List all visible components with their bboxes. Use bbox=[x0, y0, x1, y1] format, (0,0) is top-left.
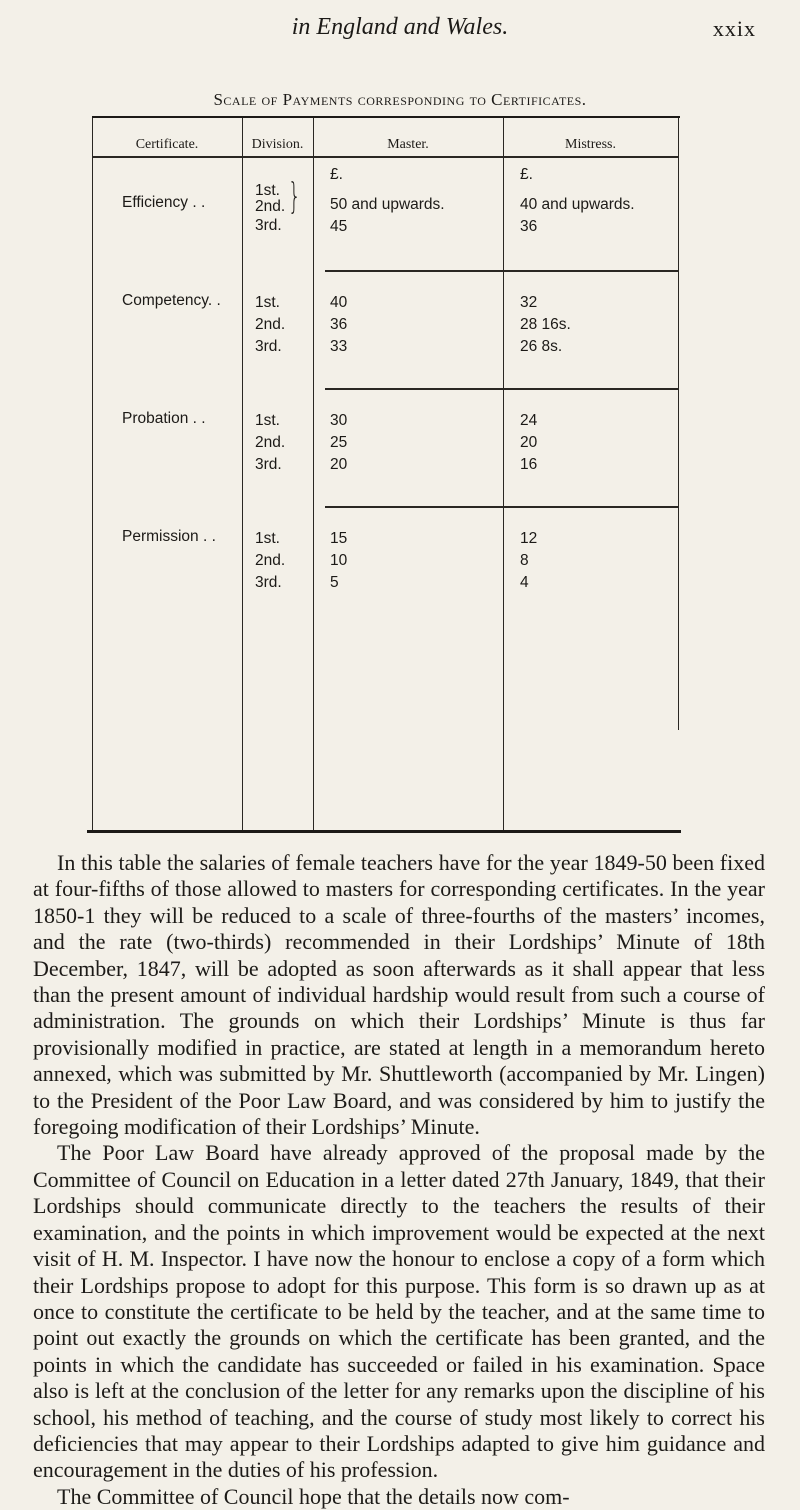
column-divider bbox=[503, 118, 504, 832]
paragraph: The Poor Law Board have already approved of the proposal made by the Committee of Council on Education in a letter dated 27th January, 1849, that their Lordships should communicate directly to the teachers the results of their examination, and the points in which improvement would be expected at the next visit of H. M. Inspector. I have now the honour to enclose a copy of a form which their Lordships propose to adopt for this purpose. This form is so drawn up as at once to constitute the certificate to be held by the teacher, and at the same time to point out exactly the grounds on which the certificate has been granted, and the points in which the candidate has succeeded or failed in his examination. Space also is left at the conclusion of the letter for any remarks upon the discipline of his school, his method of teaching, and the course of study most likely to correct his deficiencies that may appear to their Lordships adapted to give him guidance and encouragement in the duties of his profession. bbox=[33, 1140, 765, 1483]
paragraph: The Committee of Council hope that the details now com- bbox=[57, 1483, 570, 1509]
mistress-values: 12 8 4 bbox=[520, 530, 538, 591]
payments-table bbox=[92, 116, 680, 832]
body-text bbox=[33, 850, 765, 1510]
mistress-values: 32 28 16s. 26 8s. bbox=[520, 294, 571, 355]
division-list: 1st. 2nd. 3rd. bbox=[255, 412, 286, 473]
table-left-border bbox=[92, 118, 93, 832]
mistress-currency: £. bbox=[520, 166, 533, 183]
certificate-probation: Probation . . bbox=[122, 410, 206, 427]
division-list: 1st. 2nd. 3rd. bbox=[255, 182, 286, 234]
certificate-efficiency: Efficiency . . bbox=[122, 194, 206, 211]
table-top-rule bbox=[92, 116, 680, 118]
mistress-values: 40 and upwards. 36 bbox=[520, 196, 635, 235]
table-title: Scale of Payments corresponding to Certificates. bbox=[213, 90, 587, 109]
header-certificate: Certificate. bbox=[135, 137, 199, 152]
master-values: 40 36 33 bbox=[330, 294, 348, 355]
master-values: 30 25 20 bbox=[330, 412, 348, 473]
certificate-permission: Permission . . bbox=[122, 528, 216, 545]
running-title: in England and Wales. bbox=[291, 14, 509, 40]
row-rule bbox=[325, 270, 678, 272]
table-bottom-rule bbox=[87, 830, 681, 833]
table-right-border bbox=[678, 118, 679, 730]
brace-symbol: } bbox=[288, 176, 301, 217]
header-master: Master. bbox=[387, 137, 429, 152]
division-list: 1st. 2nd. 3rd. bbox=[255, 294, 286, 355]
row-rule bbox=[325, 388, 678, 390]
master-currency: £. bbox=[330, 166, 343, 183]
paragraph: In this table the salaries of female teachers have for the year 1849-50 been fixed at four-fifths of those allowed to masters for corresponding certificates. In the year 1850-1 they will be reduced to a scale of three-fourths of the masters’ incomes, and the rate (two-thirds) recommended in their Lordships’ Minute of 18th December, 1847, will be adopted as soon afterwards as it shall appear that less than the present amount of individual hardship would result from such a course of administration. The grounds on which their Lordships’ Minute is thus far provisionally modified in practice, are stated at length in a memorandum hereto annexed, which was submitted by Mr. Shuttleworth (accompanied by Mr. Lingen) to the President of the Poor Law Board, and was considered by him to justify the foregoing modification of their Lordships’ Minute. bbox=[33, 850, 765, 1140]
page-number: xxix bbox=[712, 16, 756, 41]
page-header bbox=[0, 14, 800, 44]
master-values: 50 and upwards. 45 bbox=[330, 196, 445, 235]
master-values: 15 10 5 bbox=[330, 530, 348, 591]
row-rule bbox=[325, 506, 678, 508]
header-mistress: Mistress. bbox=[565, 137, 616, 152]
mistress-values: 24 20 16 bbox=[520, 412, 538, 473]
column-divider bbox=[242, 118, 243, 832]
header-rule bbox=[92, 156, 678, 158]
division-list: 1st. 2nd. 3rd. bbox=[255, 530, 286, 591]
header-division: Division. bbox=[251, 137, 304, 152]
column-divider bbox=[313, 118, 314, 832]
certificate-competency: Competency. . bbox=[122, 292, 221, 309]
